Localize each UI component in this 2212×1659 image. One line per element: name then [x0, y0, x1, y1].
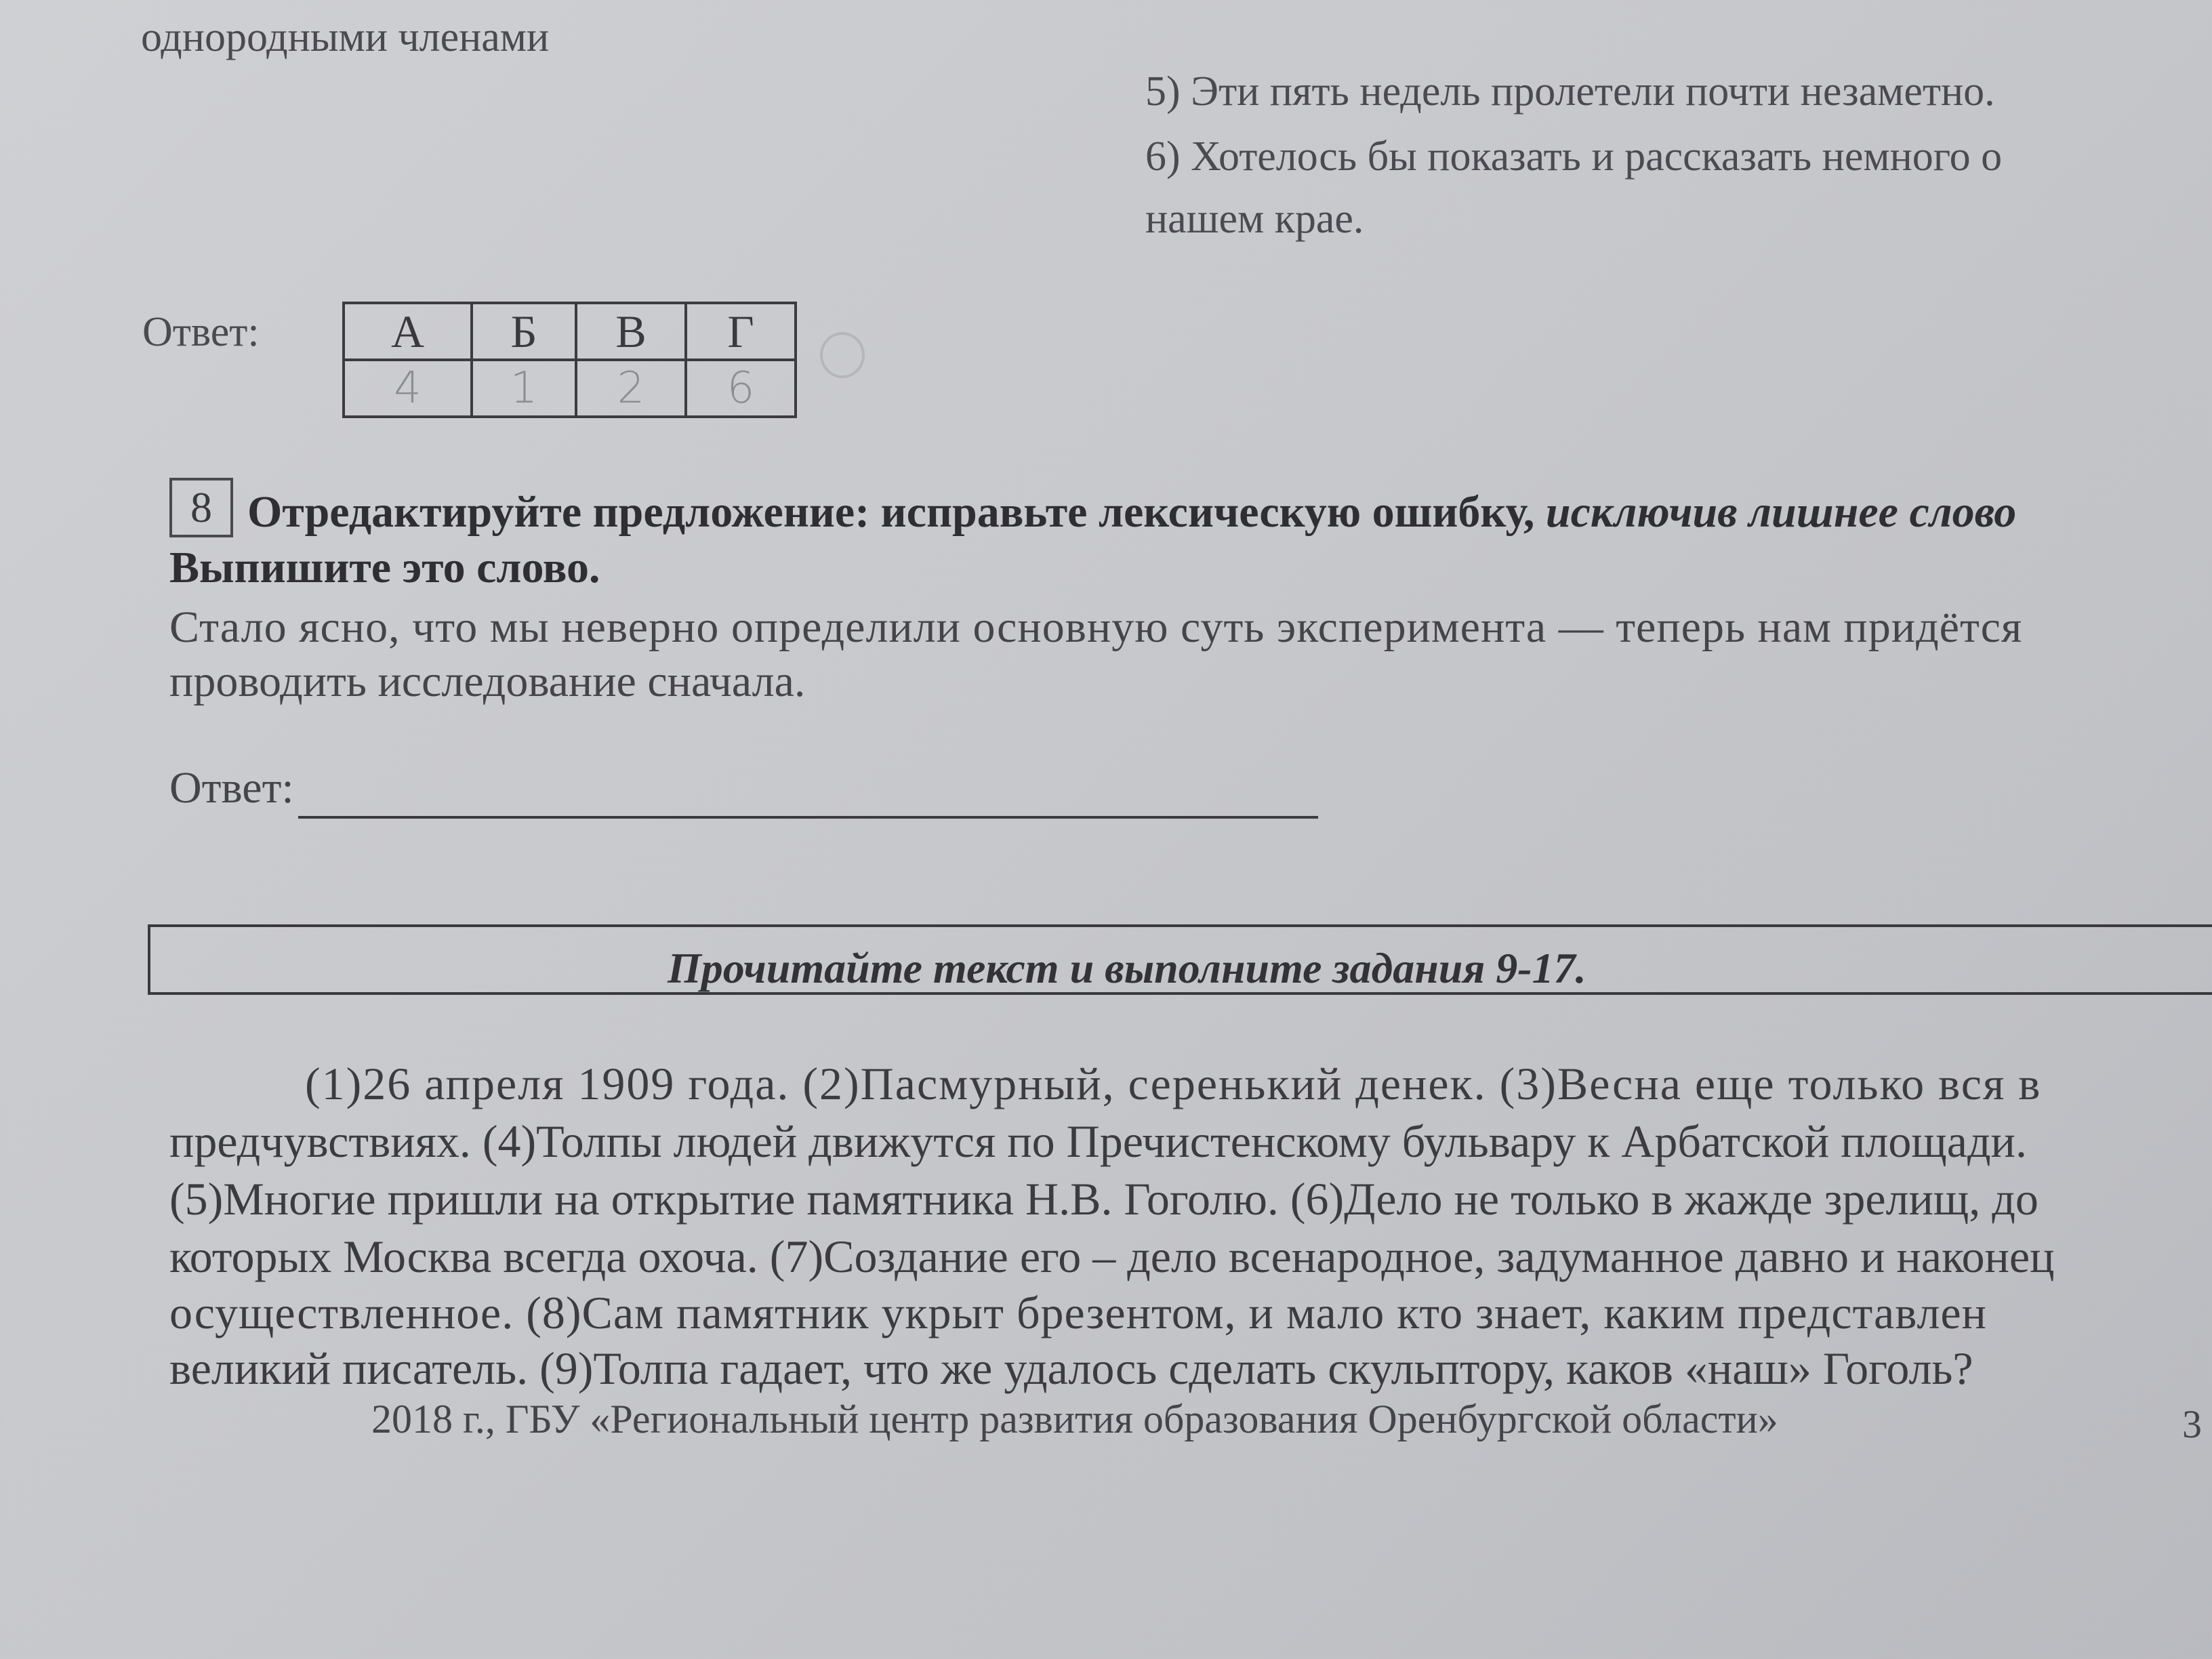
answer-value-g[interactable]: 6 — [686, 360, 796, 417]
task8-sentence-line2: проводить исследование сначала. — [169, 657, 806, 706]
text-line-1: (1)26 апреля 1909 года. (2)Пасмурный, серенький денек. (3)Весна еще только вся в — [305, 1058, 2042, 1109]
answer-header-v: В — [576, 303, 686, 360]
answer-value-a[interactable]: 4 — [344, 360, 472, 417]
answer-table-value-row — [344, 360, 796, 417]
task8-instruction-italic: исключив лишнее слово — [1545, 487, 2017, 537]
task-number-badge: 8 — [169, 478, 233, 537]
answer-header-g: Г — [686, 303, 796, 360]
option-5: 5) Эти пять недель пролетели почти незаметно. — [1145, 68, 1995, 115]
footer: 2018 г., ГБУ «Региональный центр развития образования Оренбургской области» — [371, 1397, 1778, 1441]
text-line-4: которых Москва всегда охоча. (7)Создание его – дело всенародное, задуманное давно и наконец — [169, 1231, 2055, 1282]
text-line-5: осуществленное. (8)Сам памятник укрыт брезентом, и мало кто знает, каким представлен — [169, 1287, 1987, 1338]
answer-input-line[interactable] — [298, 816, 1318, 819]
option-6-cont: нашем крае. — [1145, 196, 1364, 242]
top-fragment: однородными членами — [141, 14, 550, 60]
page-number: 3 — [2182, 1402, 2202, 1446]
answer-label-1: Ответ: — [142, 309, 260, 355]
answer-table — [342, 302, 797, 418]
text-line-2: предчувствиях. (4)Толпы людей движутся по Пречистенскому бульвару к Арбатской площади. — [169, 1115, 2027, 1167]
task8-sentence-line1: Стало ясно, что мы неверно определили основную суть эксперимента — теперь нам придётся — [169, 602, 2023, 652]
task8-instruction-line2: Выпишите это слово. — [169, 543, 600, 592]
text-line-3: (5)Многие пришли на открытие памятника Н.В. Гоголю. (6)Дело не только в жажде зрелищ, до — [169, 1173, 2039, 1225]
pencil-circle-mark — [820, 332, 865, 378]
banner-text: Прочитайте текст и выполните задания 9-17. — [668, 944, 1586, 992]
answer-header-b: Б — [472, 303, 576, 360]
answer-table-header-row — [344, 303, 796, 360]
answer-header-a: А — [344, 303, 472, 360]
answer-label-2: Ответ: — [169, 763, 294, 813]
text-line-6: великий писатель. (9)Толпа гадает, что же удалось сделать скульптору, каков «наш» Гоголь? — [169, 1343, 1973, 1394]
answer-value-v[interactable]: 2 — [576, 360, 686, 417]
option-6: 6) Хотелось бы показать и рассказать немного о — [1145, 134, 2003, 180]
task8-instruction-bold: Отредактируйте предложение: исправьте лексическую ошибку, — [247, 487, 1535, 537]
task8-instruction — [247, 487, 2016, 538]
answer-value-b[interactable]: 1 — [472, 360, 576, 417]
